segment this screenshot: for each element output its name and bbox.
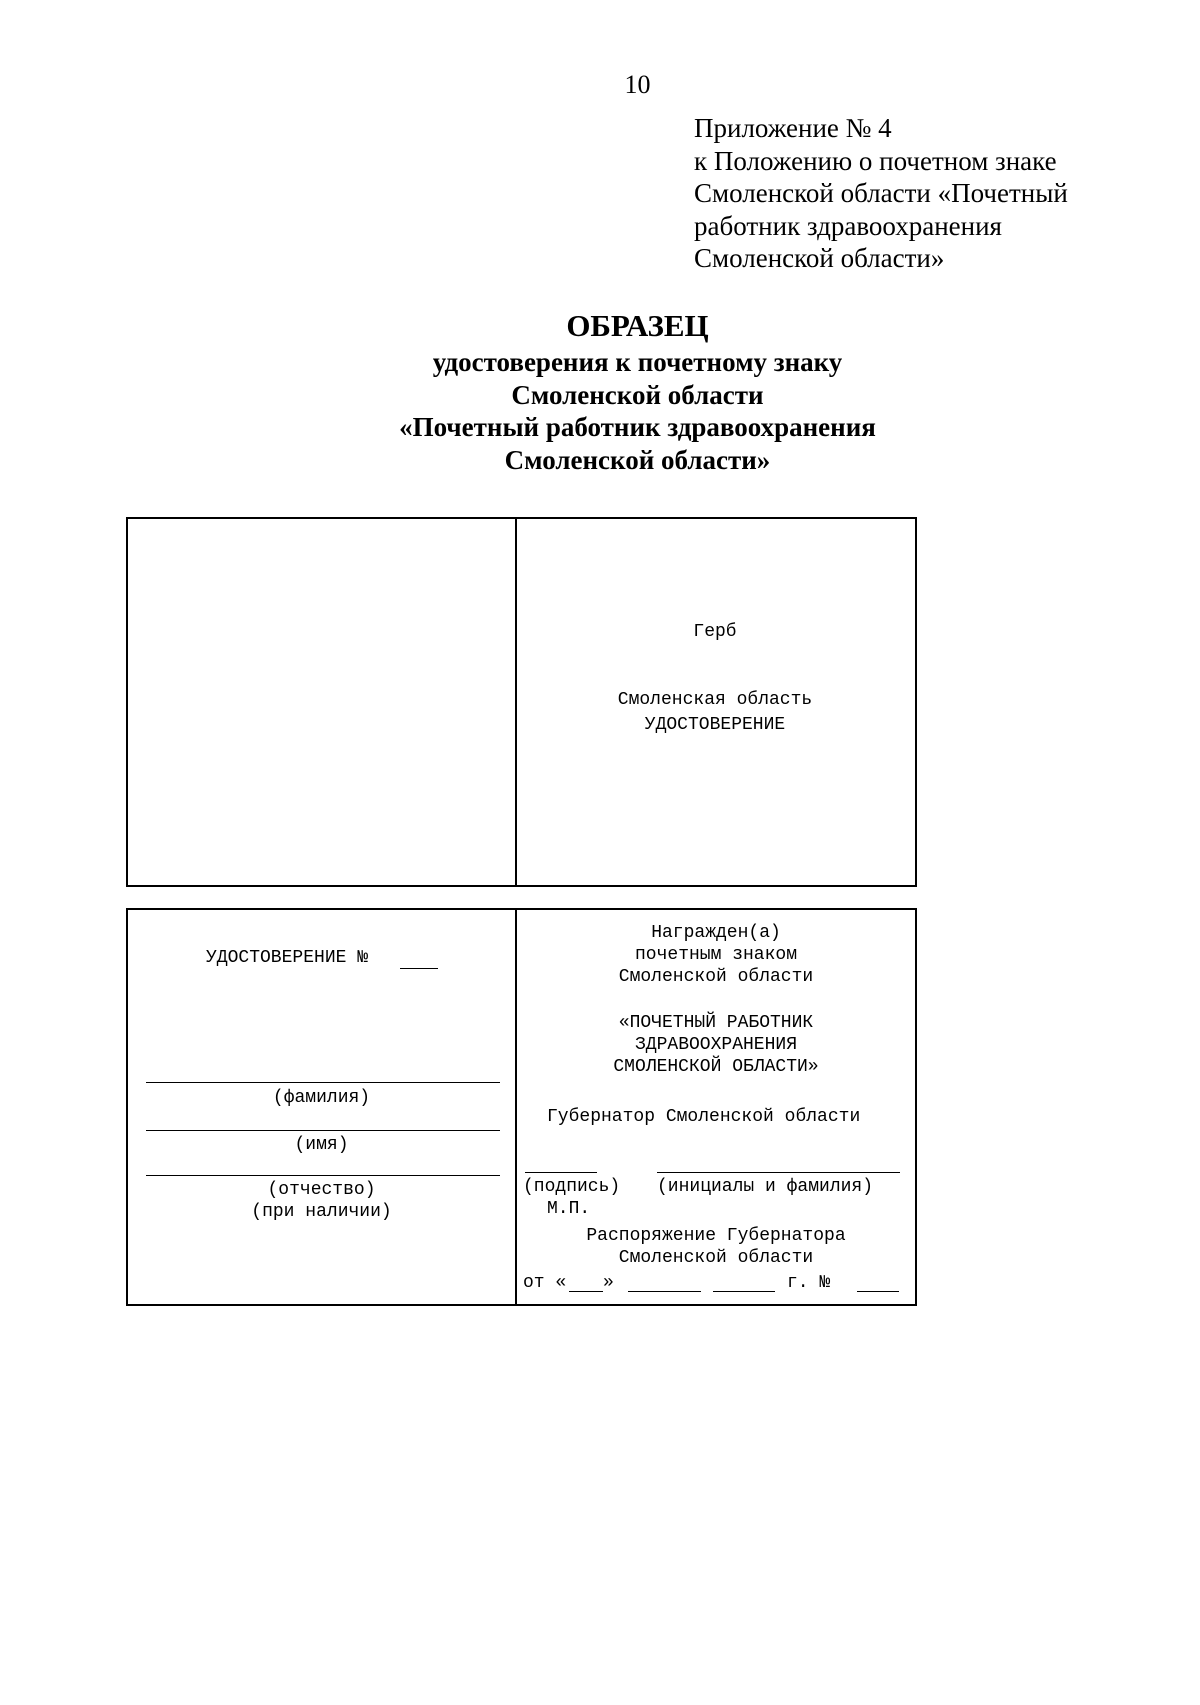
- surname-caption: (фамилия): [272, 1088, 371, 1108]
- order-number-blank: [857, 1291, 899, 1292]
- heading-line: Смоленской области: [511, 379, 764, 410]
- year-number-label: г. №: [787, 1273, 831, 1293]
- badge-line: «ПОЧЕТНЫЙ РАБОТНИК: [618, 1013, 814, 1033]
- surname-line: [146, 1082, 500, 1083]
- initials-caption: (инициалы и фамилия): [657, 1177, 874, 1197]
- order-line: Распоряжение Губернатора: [586, 1226, 846, 1246]
- appendix-line: Приложение № 4: [694, 113, 892, 143]
- award-line: почетным знаком: [634, 945, 798, 965]
- appendix-line: Смоленской области»: [694, 243, 945, 273]
- order-line: Смоленской области: [618, 1248, 814, 1268]
- name-line: [146, 1130, 500, 1131]
- initials-line: [657, 1172, 900, 1173]
- certificate-cover: [126, 517, 917, 887]
- month-blank: [628, 1291, 701, 1292]
- award-line: Смоленской области: [618, 967, 814, 987]
- patronymic-note: (при наличии): [251, 1202, 392, 1222]
- year-blank: [713, 1291, 775, 1292]
- emblem-label: Герб: [693, 622, 737, 642]
- award-line: Награжден(а): [651, 923, 781, 943]
- region-label: Смоленская область: [617, 689, 813, 710]
- governor-label: Губернатор Смоленской области: [547, 1107, 861, 1127]
- page-number: 10: [624, 70, 651, 99]
- heading-title: ОБРАЗЕЦ: [566, 308, 709, 343]
- certificate-inner: [126, 908, 917, 1306]
- seal-label: М.П.: [547, 1199, 591, 1219]
- inner-right-page: [517, 910, 915, 1304]
- date-prefix: от «: [523, 1273, 567, 1293]
- name-caption: (имя): [294, 1135, 349, 1155]
- appendix-line: Смоленской области «Почетный: [694, 178, 1068, 208]
- inner-left-page: [128, 910, 515, 1304]
- heading-line: Смоленской области»: [504, 444, 771, 475]
- patronymic-line: [146, 1175, 500, 1176]
- signature-line: [525, 1172, 597, 1173]
- patronymic-caption: (отчество): [267, 1180, 376, 1200]
- day-blank: [569, 1291, 603, 1292]
- date-quote: »: [603, 1273, 614, 1293]
- signature-caption: (подпись): [523, 1177, 621, 1197]
- appendix-line: к Положению о почетном знаке: [694, 145, 1057, 176]
- heading-line: «Почетный работник здравоохранения: [399, 412, 876, 442]
- certificate-number-label: УДОСТОВЕРЕНИЕ №: [206, 948, 369, 968]
- appendix-line: работник здравоохранения: [694, 210, 1002, 241]
- heading-line: удостоверения к почетному знаку: [432, 347, 843, 377]
- badge-line: СМОЛЕНСКОЙ ОБЛАСТИ»: [613, 1057, 819, 1077]
- appendix-note: [694, 112, 1068, 275]
- certificate-number-blank: [400, 968, 438, 969]
- badge-line: ЗДРАВООХРАНЕНИЯ: [634, 1035, 798, 1055]
- document-heading: [0, 306, 1200, 476]
- cover-title: УДОСТОВЕРЕНИЕ: [644, 715, 786, 735]
